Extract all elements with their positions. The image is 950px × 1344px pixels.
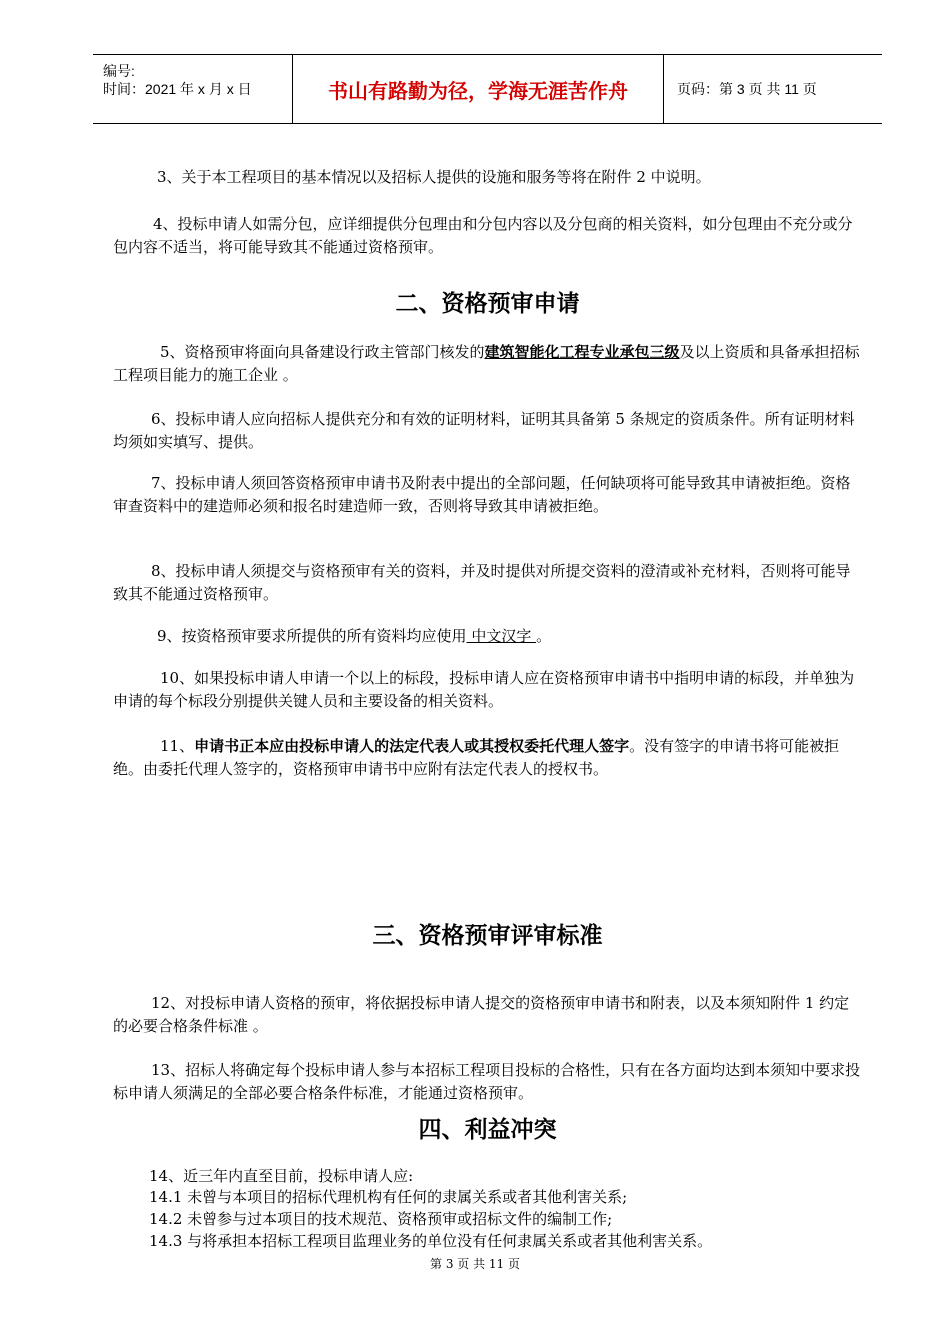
paragraph-14: 14、近三年内直至目前，投标申请人应: [149, 1167, 414, 1185]
document-number-label: 编号: [103, 63, 135, 79]
document-time-label: 时间：2021 年 x 月 x 日 [103, 81, 252, 97]
paragraph-6: 6、投标申请人应向招标人提供充分和有效的证明材料，证明其具备第 5 条规定的资质条件。所有证明材料均须如实填写、提供。 [113, 410, 855, 451]
header-meta [93, 55, 292, 123]
paragraph-14-1: 14.1 未曾与本项目的招标代理机构有任何的隶属关系或者其他利害关系; [149, 1188, 628, 1206]
paragraph-9-text-c: 。 [536, 627, 552, 645]
section-heading-4: 四、利益冲突 [418, 1117, 557, 1143]
page-footer: 第 3 页 共 11 页 [430, 1257, 520, 1271]
paragraph-11-number: 11、 [160, 737, 195, 755]
page-header [93, 54, 882, 124]
paragraph-9 [113, 625, 861, 648]
paragraph-12: 12、对投标申请人资格的预审，将依据投标申请人提交的资格预审申请书和附表，以及本须知附件 1 约定的必要合格条件标准 。 [113, 994, 850, 1035]
header-page-label: 页码：第 3 页 共 11 页 [677, 81, 817, 97]
paragraph-5 [113, 341, 861, 387]
paragraph-5-text-c: 及以上资质和具备承担招标工程项目能力的施工企业 。 [113, 343, 860, 384]
paragraph-5-qualification: 建筑智能化工程专业承包三级 [484, 343, 680, 361]
paragraph-11-text-c: 。没有签字的申请书将可能被拒绝。由委托代理人签字的，资格预审申请书中应附有法定代表人的授权书。 [113, 737, 840, 778]
paragraph-9-text-a: 9、按资格预审要求所提供的所有资料均应使用 [157, 627, 467, 645]
paragraph-8: 8、投标申请人须提交与资格预审有关的资料，并及时提供对所提交资料的澄清或补充材料，否则将可能导致其不能通过资格预审。 [113, 562, 851, 603]
paragraph-10: 10、如果投标申请人申请一个以上的标段，投标申请人应在资格预审申请书中指明申请的标段，并单独为申请的每个标段分别提供关键人员和主要设备的相关资料。 [113, 669, 855, 710]
paragraph-13: 13、招标人将确定每个投标申请人参与本招标工程项目投标的合格性，只有在各方面均达到本须知中要求投标申请人须满足的全部必要合格条件标准，才能通过资格预审。 [113, 1061, 861, 1102]
paragraph-5-text-a: 5、资格预审将面向具备建设行政主管部门核发的 [160, 343, 485, 361]
paragraph-7: 7、投标申请人须回答资格预审申请书及附表中提出的全部问题，任何缺项将可能导致其申请被拒绝。资格审查资料中的建造师必须和报名时建造师一致，否则将导致其申请被拒绝。 [113, 474, 851, 515]
paragraph-14-3: 14.3 与将承担本招标工程项目监理业务的单位没有任何隶属关系或者其他利害关系。 [149, 1232, 713, 1250]
header-motto: 书山有路勤为径，学海无涯苦作舟 [292, 55, 664, 123]
paragraph-11 [113, 735, 861, 781]
section-heading-3: 三、资格预审评审标准 [372, 923, 603, 949]
section-heading-2: 二、资格预审申请 [395, 291, 580, 317]
paragraph-4: 4、投标申请人如需分包，应详细提供分包理由和分包内容以及分包商的相关资料，如分包理由不充分或分包内容不适当，将可能导致其不能通过资格预审。 [113, 215, 853, 256]
paragraph-9-language: 中文汉字 [466, 627, 537, 645]
paragraph-3: 3、关于本工程项目的基本情况以及招标人提供的设施和服务等将在附件 2 中说明。 [157, 168, 711, 186]
paragraph-14-2: 14.2 未曾参与过本项目的技术规范、资格预审或招标文件的编制工作; [149, 1210, 613, 1228]
paragraph-11-signature-requirement: 申请书正本应由投标申请人的法定代表人或其授权委托代理人签字 [194, 737, 630, 755]
